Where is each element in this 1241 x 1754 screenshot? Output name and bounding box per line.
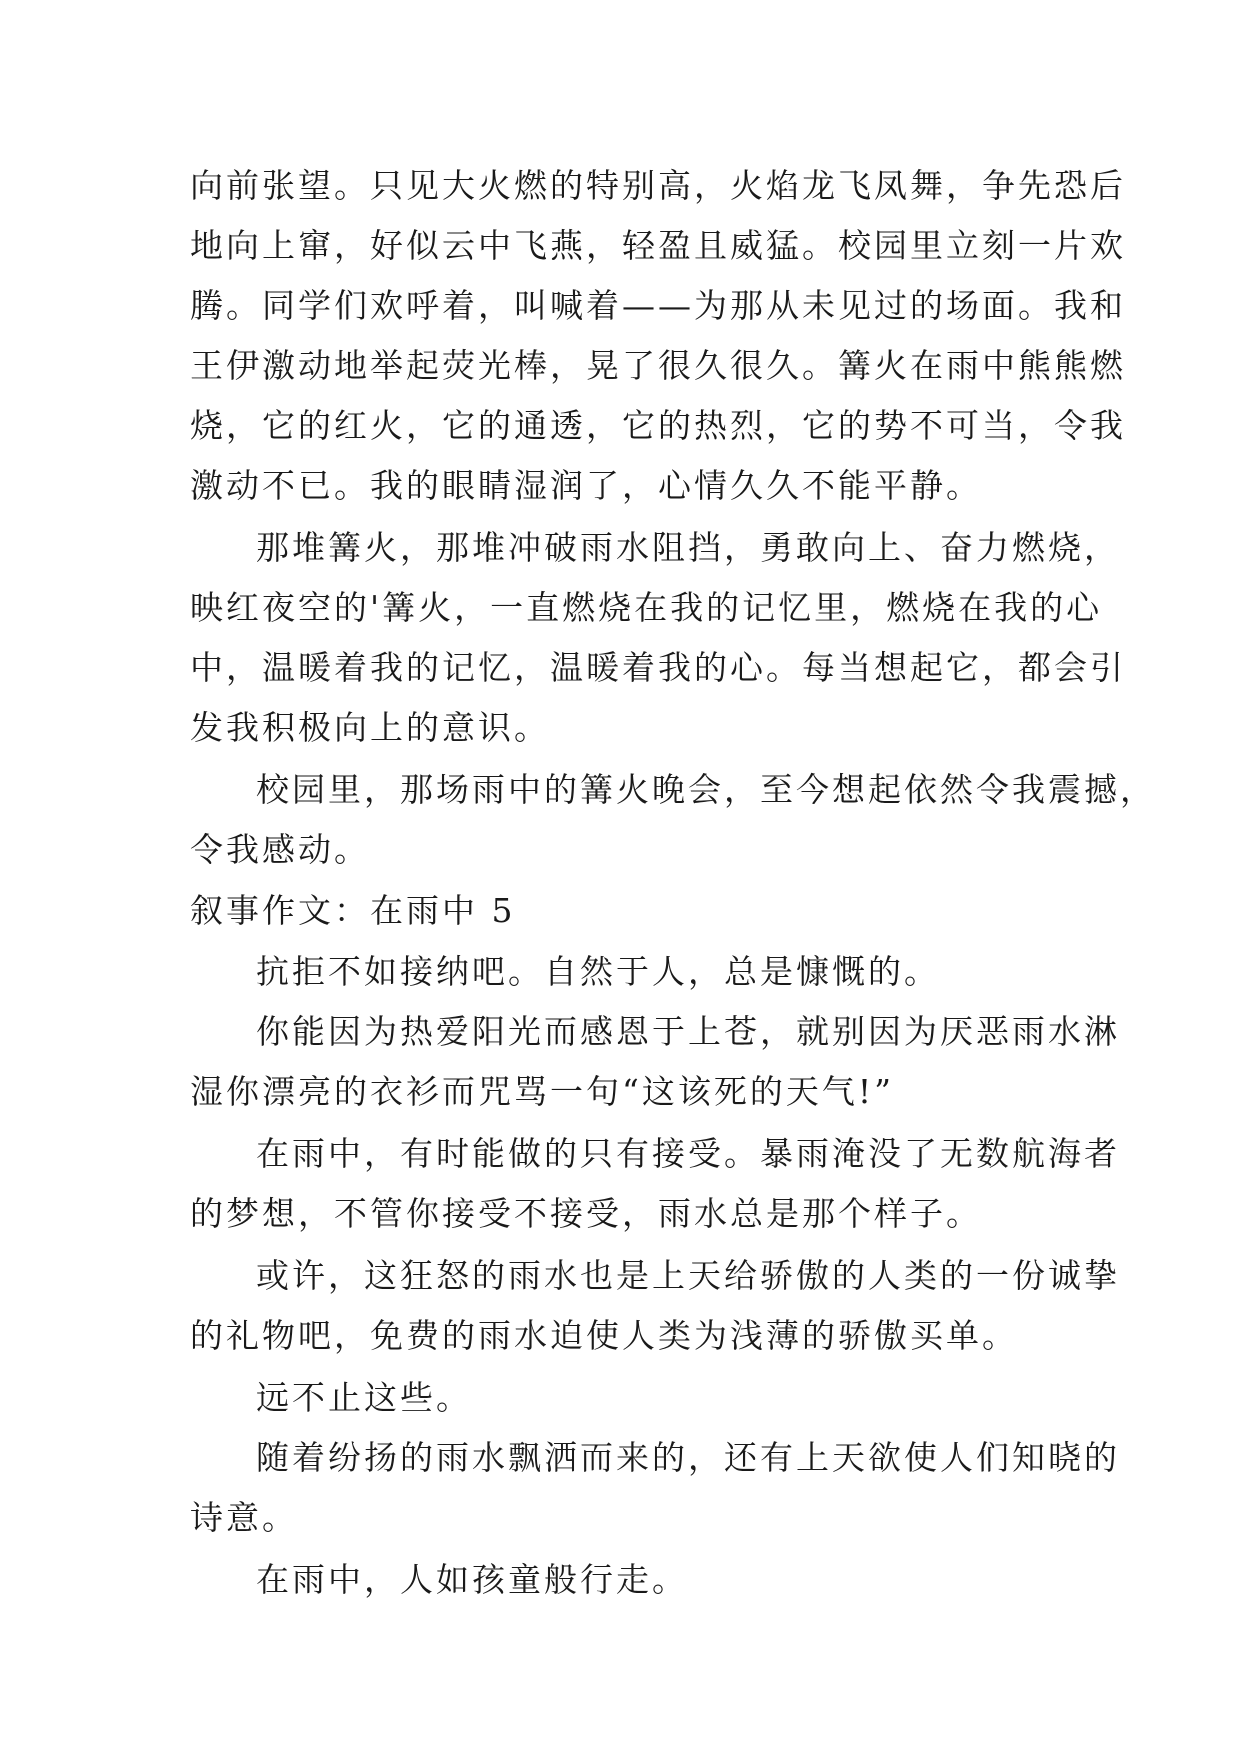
- text-line: 向前张望。只见大火燃的特别高，火焰龙飞凤舞，争先恐后: [190, 166, 1126, 205]
- text-line: 烧，它的红火，它的通透，它的热烈，它的势不可当，令我: [190, 406, 1126, 445]
- text-line: 腾。同学们欢呼着，叫喊着——为那从未见过的场面。我和: [190, 286, 1126, 325]
- paragraph-start-line: 在雨中，有时能做的只有接受。暴雨淹没了无数航海者: [256, 1134, 1120, 1173]
- text-line: 湿你漂亮的衣衫而咒骂一句“这该死的天气!”: [190, 1072, 895, 1111]
- text-line: 令我感动。: [190, 830, 370, 869]
- text-line: 地向上窜，好似云中飞燕，轻盈且威猛。校园里立刻一片欢: [190, 226, 1126, 265]
- paragraph-start-line: 或许，这狂怒的雨水也是上天给骄傲的人类的一份诚挚: [256, 1256, 1120, 1295]
- paragraph-start-line: 你能因为热爱阳光而感恩于上苍，就别因为厌恶雨水淋: [256, 1012, 1120, 1051]
- text-line: 映红夜空的'篝火，一直燃烧在我的记忆里，燃烧在我的心: [190, 588, 1103, 627]
- text-line: 发我积极向上的意识。: [190, 708, 550, 747]
- paragraph-start-line: 抗拒不如接纳吧。自然于人，总是慷慨的。: [256, 952, 940, 991]
- paragraph-start-line: 远不止这些。: [256, 1378, 472, 1417]
- text-line: 中，温暖着我的记忆，温暖着我的心。每当想起它，都会引: [190, 648, 1126, 687]
- text-line: 的梦想，不管你接受不接受，雨水总是那个样子。: [190, 1194, 982, 1233]
- paragraph-start-line: 随着纷扬的雨水飘洒而来的，还有上天欲使人们知晓的: [256, 1438, 1120, 1477]
- text-line: 的礼物吧，免费的雨水迫使人类为浅薄的骄傲买单。: [190, 1316, 1018, 1355]
- paragraph-start-line: 在雨中，人如孩童般行走。: [256, 1560, 688, 1599]
- paragraph-start-line: 校园里，那场雨中的篝火晚会，至今想起依然令我震撼，: [256, 770, 1156, 809]
- section-heading: 叙事作文：在雨中 5: [190, 891, 516, 930]
- paragraph-start-line: 那堆篝火，那堆冲破雨水阻挡，勇敢向上、奋力燃烧，: [256, 528, 1120, 567]
- text-line: 诗意。: [190, 1498, 298, 1537]
- text-line: 王伊激动地举起荧光棒，晃了很久很久。篝火在雨中熊熊燃: [190, 346, 1126, 385]
- text-line: 激动不已。我的眼睛湿润了，心情久久不能平静。: [190, 466, 982, 505]
